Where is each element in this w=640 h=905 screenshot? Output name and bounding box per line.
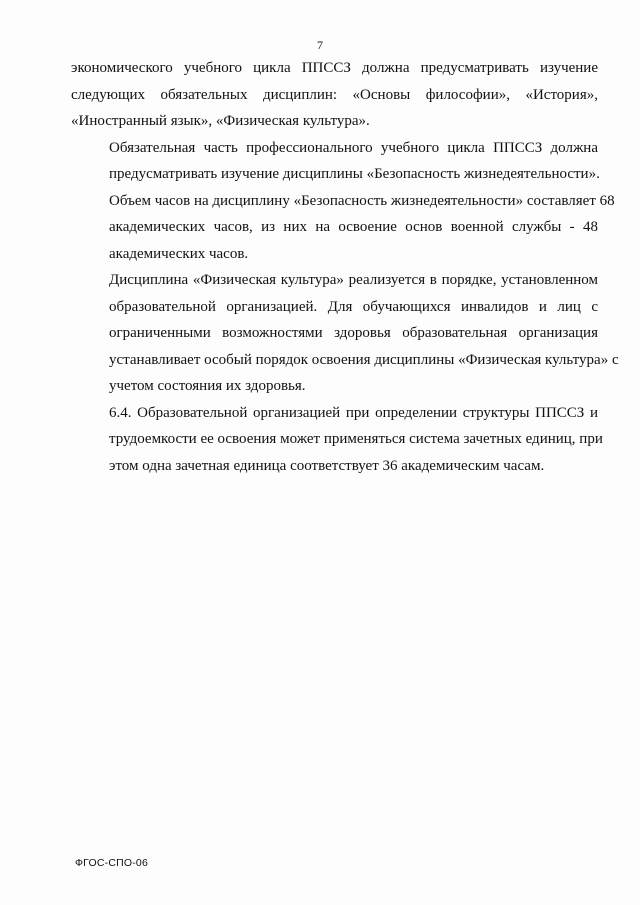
page-number: 7 <box>317 38 323 52</box>
text-line: устанавливает особый порядок освоения дисциплины «Физическая культура» с <box>109 351 619 368</box>
paragraph-3 <box>71 267 619 400</box>
paragraph-2 <box>71 135 615 268</box>
text-line: Обязательная часть профессионального учебного цикла ППССЗ должна <box>109 139 598 156</box>
paragraph-4 <box>71 400 603 480</box>
document-footer-code: ФГОС-СПО-06 <box>75 857 148 869</box>
text-line: академических часов, из них на освоение основ военной службы - 48 <box>109 219 598 235</box>
text-line: академических часов. <box>109 245 249 262</box>
document-body <box>71 55 619 479</box>
text-line: образовательной организацией. Для обучающихся инвалидов и лиц с <box>109 298 598 315</box>
paragraph-1 <box>71 55 598 135</box>
text-line: 6.4. Образовательной организацией при определении структуры ППССЗ и <box>109 404 598 421</box>
text-line: экономического учебного цикла ППССЗ должна предусматривать изучение <box>71 60 598 76</box>
text-line: этом одна зачетная единица соответствует 36 академическим часам. <box>109 457 545 474</box>
text-line: предусматривать изучение дисциплины «Безопасность жизнедеятельности». <box>109 166 600 182</box>
text-line: «Иностранный язык», «Физическая культура». <box>71 113 370 129</box>
text-line: трудоемкости ее освоения может применяться система зачетных единиц, при <box>109 431 603 447</box>
text-line: ограниченными возможностями здоровья образовательная организация <box>109 325 598 341</box>
text-line: Дисциплина «Физическая культура» реализуется в порядке, установленном <box>109 272 598 288</box>
text-line: Объем часов на дисциплину «Безопасность жизнедеятельности» составляет 68 <box>109 192 615 209</box>
text-line: учетом состояния их здоровья. <box>109 378 306 394</box>
text-line: следующих обязательных дисциплин: «Основы философии», «История», <box>71 86 598 103</box>
